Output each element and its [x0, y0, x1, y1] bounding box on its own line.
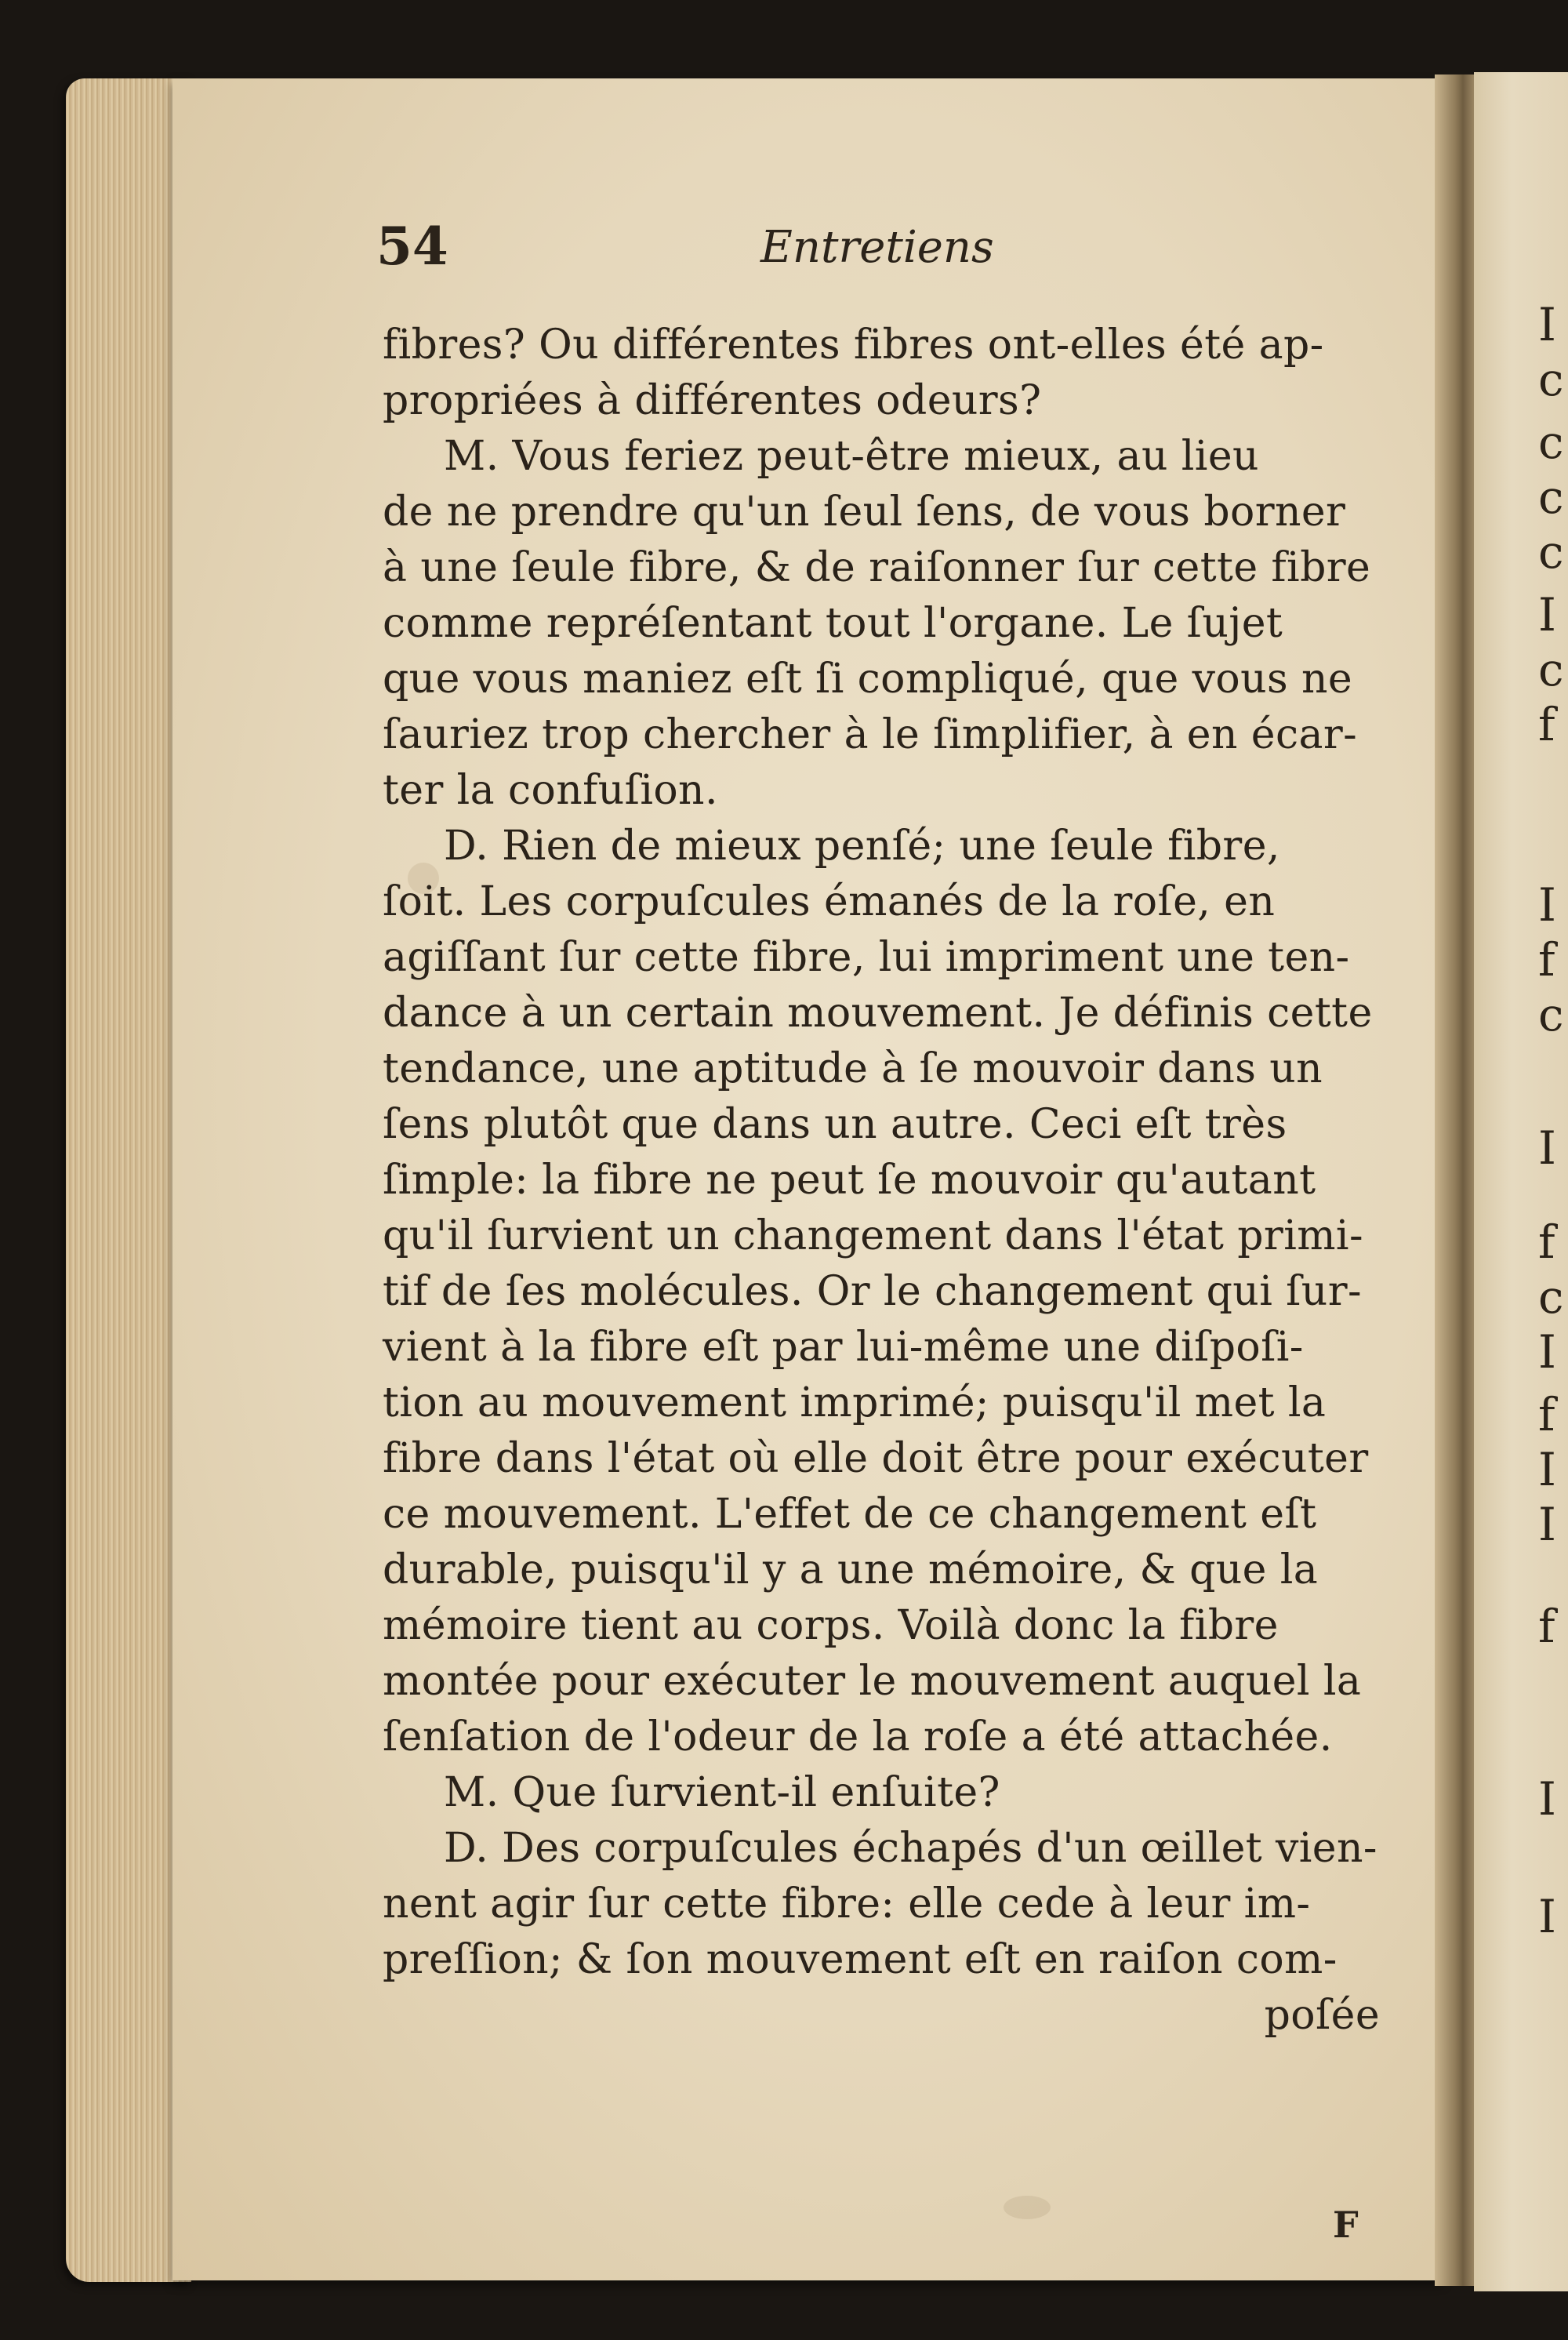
- text-line: tendance, une aptitude à ſe mouvoir dans un: [383, 1045, 1323, 1092]
- facing-page-text: [1538, 298, 1568, 2180]
- page-header: [376, 216, 1380, 294]
- facing-page-char: f: [1538, 698, 1555, 751]
- text-line: durable, puisqu'il y a une mémoire, & que la: [383, 1546, 1319, 1593]
- text-line: qu'il ſurvient un changement dans l'état primi-: [383, 1212, 1363, 1259]
- text-line: que vous maniez eſt ſi compliqué, que vous ne: [383, 656, 1353, 703]
- facing-page-char: c: [1538, 988, 1564, 1041]
- catchword: poſée: [1264, 1992, 1380, 2039]
- text-line: ſauriez trop chercher à le ſimplifier, à en écar-: [383, 711, 1358, 758]
- facing-page-char: I: [1538, 1498, 1556, 1551]
- facing-page-char: I: [1538, 878, 1556, 932]
- text-line: vient à la fibre eſt par lui-même une diſpoſi-: [383, 1324, 1304, 1371]
- facing-page-char: I: [1538, 298, 1556, 351]
- text-line: montée pour exécuter le mouvement auquel la: [383, 1658, 1362, 1705]
- text-line: fibres? Ou différentes fibres ont-elles été ap-: [383, 322, 1324, 369]
- text-line: preſſion; & ſon mouvement eſt en raiſon com-: [383, 1936, 1338, 1983]
- text-line: agiſſant ſur cette fibre, lui impriment une ten-: [383, 934, 1350, 981]
- text-line: M. Vous feriez peut-être mieux, au lieu: [444, 433, 1259, 480]
- text-line: ſimple: la fibre ne peut ſe mouvoir qu'autant: [383, 1157, 1316, 1204]
- facing-page-char: I: [1538, 1443, 1556, 1496]
- text-line: ter la confuſion.: [383, 767, 718, 814]
- running-title: Entretiens: [760, 222, 994, 273]
- text-line: ce mouvement. L'effet de ce changement eſt: [383, 1491, 1317, 1538]
- page-number: 54: [376, 216, 448, 277]
- signature-mark: F: [1333, 2204, 1359, 2246]
- facing-page-char: I: [1538, 1772, 1556, 1826]
- text-line: tion au mouvement imprimé; puisqu'il met la: [383, 1379, 1327, 1426]
- facing-page-char: I: [1538, 1890, 1556, 1943]
- text-line: ſoit. Les corpuſcules émanés de la roſe, en: [383, 878, 1276, 925]
- text-line: D. Rien de mieux penſé; une ſeule fibre,: [444, 823, 1280, 870]
- text-line: fibre dans l'état où elle doit être pour exécuter: [383, 1435, 1369, 1482]
- facing-page-char: I: [1538, 588, 1556, 641]
- text-line: comme repréſentant tout l'organe. Le ſujet: [383, 600, 1283, 647]
- facing-page-char: c: [1538, 353, 1564, 406]
- text-line: D. Des corpuſcules échapés d'un œillet vien-: [444, 1825, 1377, 1872]
- facing-page-char: f: [1538, 1388, 1555, 1441]
- facing-page-char: c: [1538, 416, 1564, 469]
- text-line: mémoire tient au corps. Voilà donc la fibre: [383, 1602, 1279, 1649]
- text-line: nent agir ſur cette fibre: elle cede à leur im-: [383, 1880, 1311, 1928]
- facing-page-char: f: [1538, 1215, 1555, 1269]
- text-line: ſenſation de l'odeur de la roſe a été attachée.: [383, 1713, 1333, 1760]
- facing-page-char: I: [1538, 1121, 1556, 1175]
- facing-page-char: f: [1538, 1600, 1555, 1653]
- facing-page-char: c: [1538, 643, 1564, 696]
- facing-page-char: I: [1538, 1325, 1556, 1379]
- text-line: ſens plutôt que dans un autre. Ceci eſt très: [383, 1101, 1287, 1148]
- facing-page-char: c: [1538, 471, 1564, 524]
- text-line: M. Que ſurvient-il enſuite?: [444, 1769, 1000, 1816]
- facing-page-char: f: [1538, 933, 1555, 987]
- text-line: tif de ſes molécules. Or le changement qui ſur-: [383, 1268, 1362, 1315]
- text-line: propriées à différentes odeurs?: [383, 377, 1042, 424]
- body-text: [383, 318, 1386, 2044]
- facing-page-char: c: [1538, 1270, 1564, 1324]
- text-line: à une ſeule fibre, & de raiſonner ſur cette fibre: [383, 544, 1371, 591]
- text-line: dance à un certain mouvement. Je définis cette: [383, 990, 1373, 1037]
- text-line: de ne prendre qu'un ſeul ſens, de vous borner: [383, 489, 1346, 536]
- facing-page-char: c: [1538, 525, 1564, 579]
